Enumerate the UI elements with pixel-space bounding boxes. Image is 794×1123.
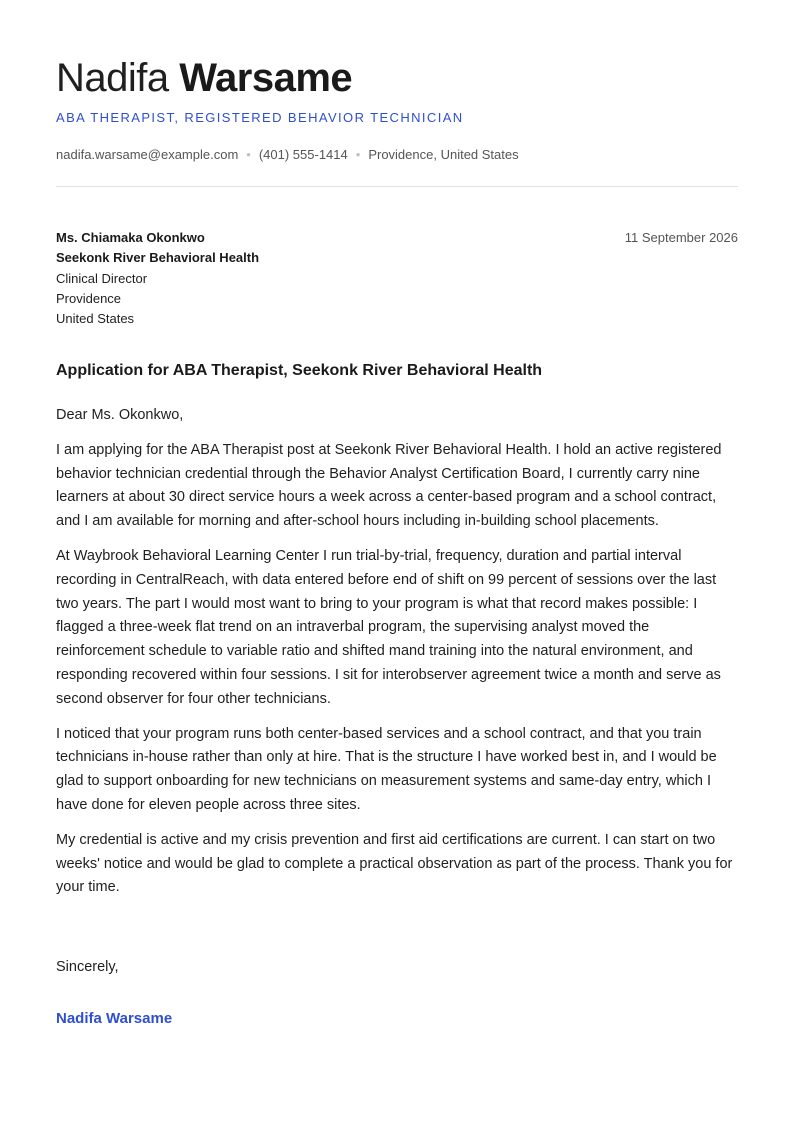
signature: Nadifa Warsame <box>56 1010 173 1027</box>
body-paragraph: At Waybrook Behavioral Learning Center I run trial-by-trial, frequency, duration and partial interval recording in CentralReach, with data entered before end of shift on 99 percent of sessions over the last two years. The part I would most want to bring to your program is what that record makes possible: I flagged a three-week flat trend on an intraverbal program, the supervising analyst moved the reinforcement schedule to variable ratio and shifted mand training into the natural environment, and responding recovered within four sessions. I sit for interobserver agreement twice a month and serve as second observer for four other technicians. <box>56 547 721 707</box>
recipient-country: United States <box>56 311 135 327</box>
location: Providence, United States <box>368 147 519 162</box>
closing: Sincerely, <box>56 959 119 975</box>
email-link[interactable]: nadifa.warsame@example.com <box>56 147 239 162</box>
salutation: Dear Ms. Okonkwo, <box>56 407 184 423</box>
letter-subject: Application for ABA Therapist, Seekonk River Behavioral Health <box>56 362 543 379</box>
letter-date: 11 September 2026 <box>624 230 738 245</box>
separator-dot: • <box>355 147 361 162</box>
header-divider <box>56 186 738 187</box>
applicant-name <box>56 54 352 102</box>
body-paragraph: I noticed that your program runs both center-based services and a school contract, and that you train technicians in-house rather than only at hire. That is the structure I have worked best in, and I would be glad to support onboarding for new technicians on measurement systems and same-day entry, which I have done for eleven people across three sites. <box>56 725 717 813</box>
recipient-name: Ms. Chiamaka Okonkwo <box>56 230 205 245</box>
recipient-organization: Seekonk River Behavioral Health <box>56 250 260 266</box>
separator-dot: • <box>246 147 251 162</box>
last-name: Warsame <box>179 56 353 100</box>
phone-number: (401) 555-1414 <box>258 147 348 162</box>
body-paragraph: My credential is active and my crisis prevention and first aid certifications are current. I can start on two weeks' notice and would be glad to complete a practical observation as part of the process. Thank you for your time. <box>56 831 733 896</box>
letter-body <box>56 404 738 911</box>
body-paragraph: I am applying for the ABA Therapist post at Seekonk River Behavioral Health. I hold an active registered behavior technician credential through the Behavior Analyst Certification Board, I currently carry nine learners at about 30 direct service hours a week across a center-based program and a school contract, and I am available for morning and after-school hours including in-building school placements. <box>56 441 722 530</box>
first-name: Nadifa <box>56 56 169 100</box>
contact-line <box>56 147 519 163</box>
job-title: ABA THERAPIST, REGISTERED BEHAVIOR TECHNICIAN <box>56 110 464 125</box>
recipient-city: Providence <box>56 290 122 306</box>
recipient-block <box>56 228 259 329</box>
recipient-title: Clinical Director <box>56 270 148 286</box>
